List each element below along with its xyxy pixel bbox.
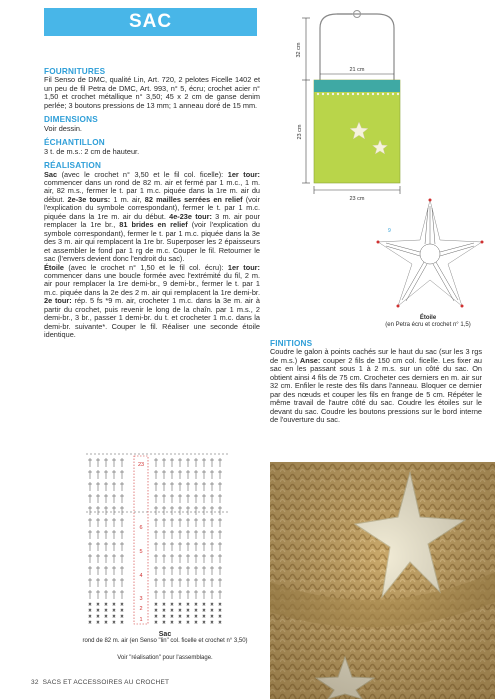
stitch-x: × bbox=[194, 608, 198, 614]
sac-intro: (avec le crochet n° 3,50 et le fil col. ficelle): bbox=[57, 169, 224, 179]
echantillon-text: 3 t. de m.s.: 2 cm de hauteur. bbox=[44, 146, 140, 156]
row-label-2: 2 bbox=[139, 606, 143, 612]
stitch-x: × bbox=[194, 602, 198, 608]
anse-label: Anse: bbox=[299, 355, 321, 365]
dim-32cm: 32 cm bbox=[296, 42, 302, 58]
row-label-5: 5 bbox=[139, 549, 143, 555]
stitch-x: × bbox=[186, 620, 190, 626]
row-label-23: 23 bbox=[137, 462, 145, 468]
stitch-x: × bbox=[112, 614, 116, 620]
stitch-x: × bbox=[218, 608, 222, 614]
stitch-x: × bbox=[120, 614, 124, 620]
stitch-x: × bbox=[112, 608, 116, 614]
sac-instructions bbox=[44, 171, 260, 264]
tour23-text2: (voir l'explication du symbole correspondant), fermer le t. par 1 m.c. piquée dans la 1re m. air du début. bbox=[44, 194, 260, 221]
chart-note: Voir "réalisation" pour l'assemblage. bbox=[117, 655, 213, 661]
tour423-text2: (voir l'explication du symbole correspondant), fermer le t. par 1 m.c. piquée dans la 3e des 3 m. air qui remplacent la 1re br. Superposer les 2 épaisseurs et assembler le fond par 1 rg de m.c. Couper le fil. Retourner le sac (l'envers devient donc l'endroit du sac). bbox=[44, 220, 260, 264]
stitch-x: × bbox=[210, 620, 214, 626]
stitch-x: × bbox=[186, 608, 190, 614]
chart-caption bbox=[70, 631, 260, 645]
stitch-x: × bbox=[104, 602, 108, 608]
etoile-tour2-text: rép. 5 fs *9 m. air, crocheter 1 m.c. dans la 3e m. air à partir du crochet, puis revenir le long de la chaîn. par 1 m.s., 2 demi-br., 3 br., passer 1 demi-br. du t. et crocheter 1 m.c. dans la demi-br. suivante*. Couper le fil. Réaliser une seconde étoile identique. bbox=[44, 296, 260, 340]
stitch-x: × bbox=[96, 608, 100, 614]
footer-title: SACS ET ACCESSOIRES AU CROCHET bbox=[42, 679, 170, 686]
tour1-label: 1er tour: bbox=[227, 169, 261, 179]
dim-21cm: 21 cm bbox=[349, 67, 365, 73]
stitch-x: × bbox=[170, 620, 174, 626]
stitch-x: × bbox=[186, 614, 190, 620]
tour423-label: 4e-23e tour: bbox=[165, 211, 212, 221]
page-footer bbox=[31, 679, 169, 686]
stitch-x: × bbox=[202, 602, 206, 608]
stitch-x: × bbox=[178, 620, 182, 626]
stitch-x: × bbox=[88, 608, 92, 614]
stitch-x: × bbox=[154, 614, 158, 620]
tour423-text: 3 m. air pour remplacer la 1re br., bbox=[44, 211, 260, 230]
fournitures-heading: FOURNITURES bbox=[44, 67, 106, 76]
stitch-x: × bbox=[178, 608, 182, 614]
stitch-x: × bbox=[96, 620, 100, 626]
stitch-x: × bbox=[120, 620, 124, 626]
etoile-intro: (avec le crochet n° 1,50 et le fil col. écru): bbox=[64, 262, 224, 272]
stitch-x: × bbox=[88, 614, 92, 620]
etoile-instructions bbox=[44, 264, 260, 340]
bag-diagram bbox=[292, 10, 422, 215]
stitch-x: × bbox=[178, 602, 182, 608]
stitch-x: × bbox=[178, 614, 182, 620]
stitch-x: × bbox=[88, 602, 92, 608]
stitch-x: × bbox=[112, 602, 116, 608]
finitions-section bbox=[270, 340, 482, 425]
row-label-4: 4 bbox=[139, 573, 143, 579]
tour1-text: commencer dans un rond de 82 m. air et fermé par 1 m.c., 1 m. air, 82 m.s., fermer le t. par 1 m.c. piquée dans la 1re m. air du début. bbox=[44, 177, 260, 204]
dimensions-text: Voir dessin. bbox=[44, 123, 82, 133]
stitch-x: × bbox=[210, 608, 214, 614]
instructions-column bbox=[44, 68, 260, 340]
dim-23cm-height: 23 cm bbox=[297, 124, 303, 140]
stitch-x: × bbox=[154, 602, 158, 608]
fournitures-text: Fil Senso de DMC, qualité Lin, Art. 720, 2 pelotes Ficelle 1402 et un peu de fil Petra de DMC, Art. 993, n° 5, écru; crochet acier n° 1,50 et crochet métallique n° 3,50; 45 x 2 cm de ganse denim perlée; 3 boutons pressions de 13 mm; 1 anneau doré de 15 mm. bbox=[44, 75, 260, 110]
tour23-label: 2e-3e tours: bbox=[64, 194, 111, 204]
star-crochet-diagram bbox=[370, 192, 490, 322]
row-label-6: 6 bbox=[139, 525, 143, 531]
stitch-x: × bbox=[170, 608, 174, 614]
stitch-x: × bbox=[162, 602, 166, 608]
chart-caption-sub: rond de 82 m. air (en Senso "lin" col. ficelle et crochet n° 3,50) bbox=[82, 638, 248, 644]
stitch-x: × bbox=[170, 614, 174, 620]
realisation-heading: RÉALISATION bbox=[44, 161, 102, 171]
page-title: SAC bbox=[44, 8, 257, 36]
stitch-x: × bbox=[154, 620, 158, 626]
tour423-bold: 81 brides en relief bbox=[119, 220, 188, 230]
stitch-x: × bbox=[96, 602, 100, 608]
stitch-x: × bbox=[162, 614, 166, 620]
row-label-1: 1 bbox=[139, 617, 143, 623]
etoile-tour2-label: 2e tour: bbox=[44, 296, 72, 306]
star-caption-sub: (en Petra écru et crochet n° 1,5) bbox=[385, 322, 471, 328]
stitch-x: × bbox=[218, 620, 222, 626]
stitch-x: × bbox=[96, 614, 100, 620]
star-caption bbox=[368, 315, 488, 329]
chart-caption-title: Sac bbox=[158, 631, 172, 638]
stitch-x: × bbox=[202, 614, 206, 620]
echantillon-heading: ÉCHANTILLON bbox=[44, 138, 105, 148]
etoile-tour1-label: 1er tour: bbox=[227, 262, 260, 272]
finitions-text bbox=[270, 348, 482, 424]
row-label-3: 3 bbox=[139, 596, 143, 602]
tour23-bold: 82 mailles serrées en relief bbox=[144, 194, 243, 204]
stitch-x: × bbox=[170, 602, 174, 608]
anse-text: couper 2 fils de 150 cm col. ficelle. Les fixer au sac en les passant sous 1 à 2 m.s. sur un côté du sac. On obtient ainsi 4 fils de 75 cm. Crocheter ces derniers en m. air sur 32 cm. Enfiler le reste des fils dans l'anneau. Bloquer ce dernier par des nœuds et couper les fils en frange de 5 cm. Répéter le même travail de l'autre côté du sac. Coudre les étoiles sur le devant du sac. Coudre les boutons pressions sur le bord interne de l'ouverture du sac. bbox=[270, 355, 482, 425]
tour23-text: 1 m. air, bbox=[110, 194, 145, 204]
crochet-chart bbox=[86, 450, 230, 630]
stitch-x: × bbox=[202, 620, 206, 626]
dimensions-heading: DIMENSIONS bbox=[44, 115, 98, 125]
star-label-9: 9 bbox=[388, 228, 391, 234]
sac-lead: Sac bbox=[44, 169, 58, 179]
stitch-x: × bbox=[104, 620, 108, 626]
dim-23cm-width: 23 cm bbox=[349, 196, 365, 202]
stitch-x: × bbox=[162, 608, 166, 614]
finitions-intro: Coudre le galon à points cachés sur le haut du sac (sur les 3 rgs de m.s.) bbox=[270, 347, 482, 365]
stitch-x: × bbox=[120, 602, 124, 608]
star-caption-title: Étoile bbox=[419, 315, 437, 321]
stitch-x: × bbox=[210, 614, 214, 620]
stitch-x: × bbox=[154, 608, 158, 614]
stitch-x: × bbox=[202, 608, 206, 614]
finitions-heading: FINITIONS bbox=[270, 339, 313, 348]
stitch-x: × bbox=[194, 614, 198, 620]
etoile-lead: Étoile bbox=[44, 262, 64, 272]
stitch-x: × bbox=[104, 608, 108, 614]
stitch-x: × bbox=[210, 602, 214, 608]
stitch-x: × bbox=[186, 602, 190, 608]
stitch-x: × bbox=[162, 620, 166, 626]
stitch-x: × bbox=[120, 608, 124, 614]
stitch-x: × bbox=[194, 620, 198, 626]
stitch-x: × bbox=[112, 620, 116, 626]
etoile-tour1-text: commencer dans une boucle formée avec l'extrémité du fil, 2 m. air pour remplacer la 1re demi-br., 9 demi-br., fermer le t. par 1 m.c. piquée dans la 2e des 2 m. air qui remplacent la 1re demi-br. bbox=[44, 270, 260, 297]
crochet-photo bbox=[270, 462, 495, 699]
stitch-x: × bbox=[104, 614, 108, 620]
stitch-x: × bbox=[88, 620, 92, 626]
stitch-x: × bbox=[218, 602, 222, 608]
stitch-x: × bbox=[218, 614, 222, 620]
page-number: 32 bbox=[31, 679, 39, 686]
